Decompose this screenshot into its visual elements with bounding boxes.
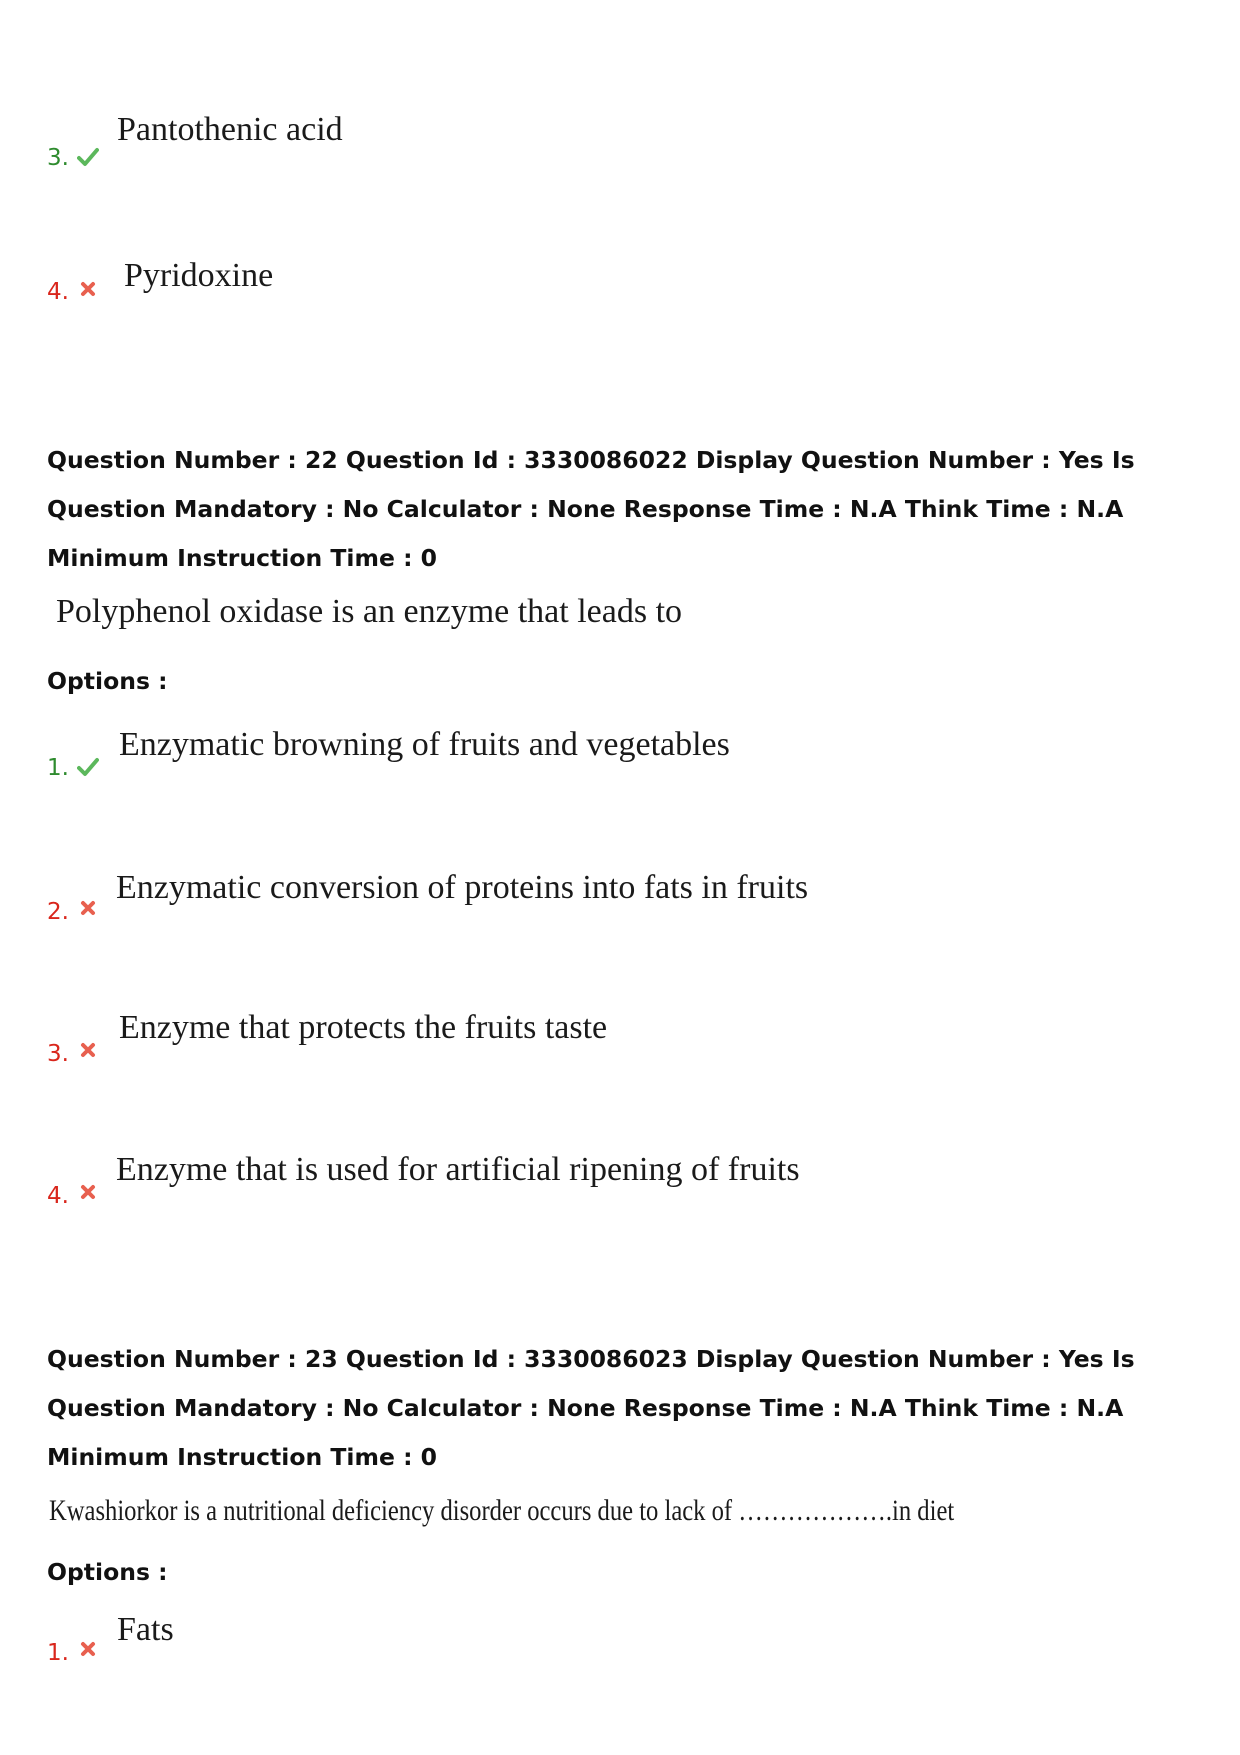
cross-icon: [79, 280, 101, 302]
cross-icon: [79, 1183, 101, 1205]
question-meta: Question Number : 23 Question Id : 3330086023 Display Question Number : Yes Is Question Mandatory : No Calculator : None Response Time : N.A Think Time : N.A Minimum Instruction Time : 0: [47, 1345, 1135, 1471]
options-label: Options :: [47, 1558, 168, 1586]
check-icon: [77, 146, 99, 168]
question-text: Polyphenol oxidase is an enzyme that leads to: [56, 593, 683, 630]
option-number: 1.: [47, 1640, 69, 1666]
option-text: Enzymatic conversion of proteins into fats in fruits: [116, 869, 809, 906]
option-number: 3.: [47, 1041, 69, 1067]
question-meta: Question Number : 22 Question Id : 3330086022 Display Question Number : Yes Is Question Mandatory : No Calculator : None Response Time : N.A Think Time : N.A Minimum Instruction Time : 0: [47, 446, 1135, 572]
option-number: 1.: [47, 755, 69, 781]
option-text: Pyridoxine: [124, 257, 274, 294]
option-text: Enzyme that protects the fruits taste: [119, 1009, 608, 1046]
cross-icon: [79, 1640, 101, 1662]
cross-icon: [79, 899, 101, 921]
option-number: 4.: [47, 279, 69, 305]
check-icon: [77, 756, 99, 778]
option-text: Enzymatic browning of fruits and vegetables: [119, 726, 730, 763]
option-number: 3.: [47, 145, 69, 171]
option-text: Pantothenic acid: [117, 111, 343, 148]
question-text: Kwashiorkor is a nutritional deficiency disorder occurs due to lack of ……………….in diet: [49, 1494, 955, 1527]
option-number: 2.: [47, 899, 69, 925]
option-text: Enzyme that is used for artificial ripening of fruits: [116, 1151, 800, 1188]
option-number: 4.: [47, 1183, 69, 1209]
option-text: Fats: [117, 1611, 174, 1648]
cross-icon: [79, 1041, 101, 1063]
options-label: Options :: [47, 667, 168, 695]
